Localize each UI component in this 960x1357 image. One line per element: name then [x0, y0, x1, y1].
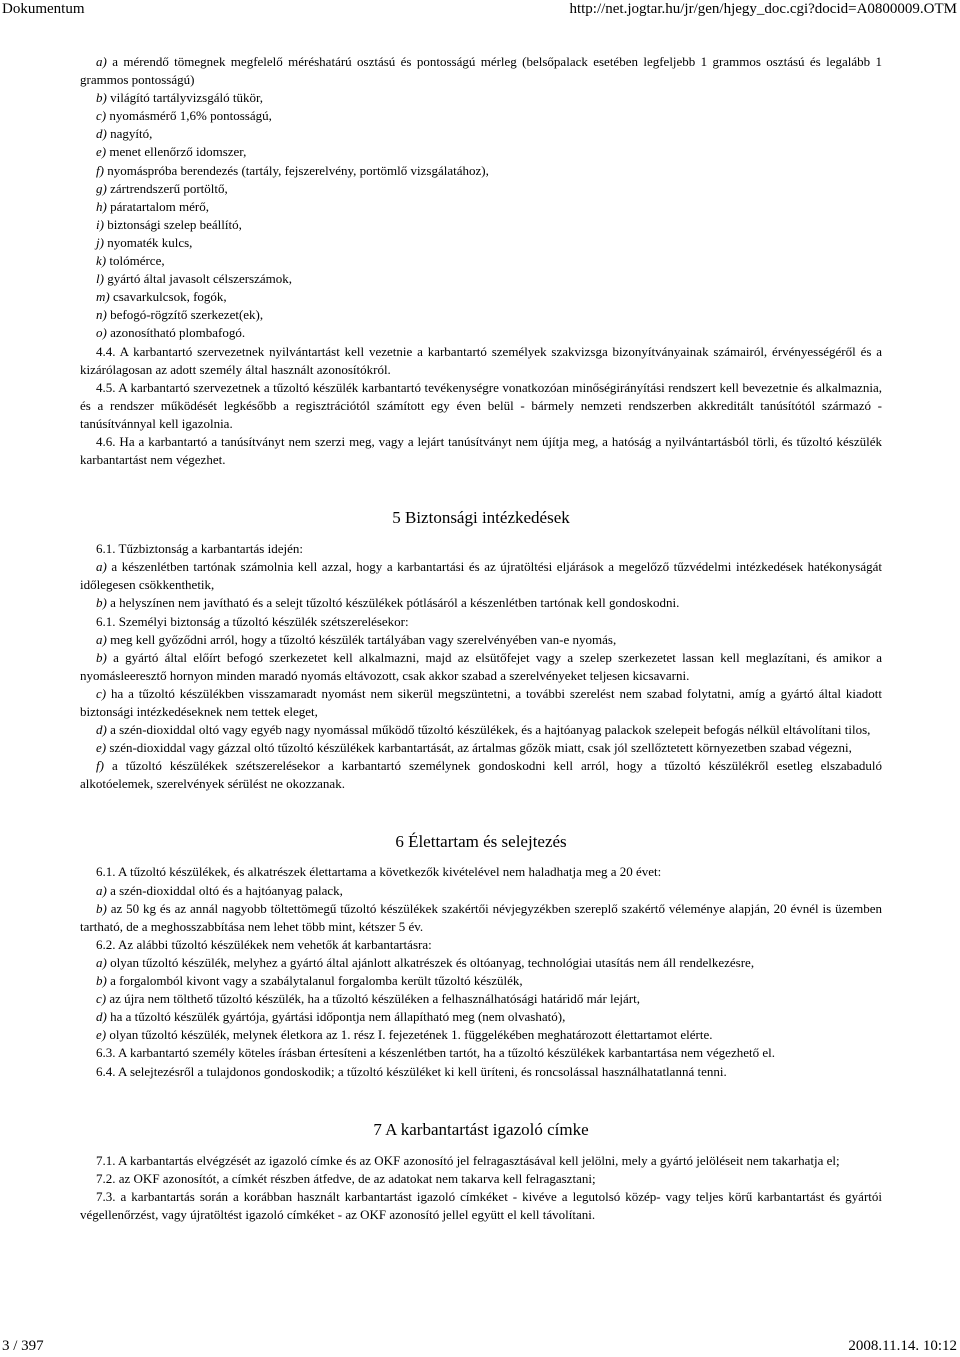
list-item-text: olyan tűzoltó készülék, melynek életkora az 1. rész I. fejezetének 1. függelékében meghatározott élettartamot elérte. [106, 1027, 713, 1043]
list-item-label: e) [96, 740, 107, 756]
page-number: 3 / 397 [2, 1338, 44, 1354]
list-item-label: a) [96, 882, 107, 898]
paragraph-4-4: 4.4. A karbantartó szervezetnek nyilvántartást kell vezetnie a karbantartó személyek szakvizsga bizonyítványainak számairól, érvényességéről és a kizárólagosan az adott személy által használt azonosítókról. [80, 343, 882, 377]
list-item [80, 558, 882, 594]
list-item [80, 125, 882, 143]
list-item-text: a helyszínen nem javítható és a selejt tűzoltó készülékek pótlásáról a készenlétben tartónak kell gondoskodni. [106, 595, 680, 611]
paragraph-6-3: 6.3. A karbantartó személy köteles írásban értesíteni a készenlétben tartót, ha a tűzoltó készülékek karbantartása nem végezhető el. [96, 1045, 775, 1061]
list-item [80, 990, 882, 1008]
list-item-label: e) [96, 1027, 107, 1043]
list-item [80, 143, 882, 161]
list-item-label: a) [96, 54, 107, 69]
list-item-text: azonosítható plombafogó. [106, 325, 246, 341]
list-item [80, 972, 882, 990]
list-item-text: az 50 kg és az annál nagyobb töltettömegű tűzoltó készülékek szakértői névjegyzékben szereplő szakértő véleménye alapján, 20 évnél is üzemben tartható, de a meghosszabbítása nem lehet több mint, kétszer 5 év. [80, 900, 882, 934]
equipment-list [80, 53, 882, 343]
list-item-text: a forgalomból kivont vagy a szabálytalanul forgalomba került tűzoltó készülék, [106, 973, 523, 989]
list-item-label: h) [96, 198, 107, 214]
list-item-text: a tűzoltó készülékek szétszerelésekor a karbantartó személynek gondoskodni kell arról, hogy a tűzoltó készülékről esetleg elszabaduló alkotóelemek, szerelvények sérülést ne okozzanak. [80, 758, 882, 792]
list-item [80, 739, 882, 757]
list-item [80, 649, 882, 685]
list-item [80, 89, 882, 107]
list-item [80, 180, 882, 198]
list-item-label: k) [96, 253, 107, 269]
list-item [80, 306, 882, 324]
list-item-label: d) [96, 722, 107, 738]
paragraph-7-2: 7.2. az OKF azonosítót, a címkét részben átfedve, de az adatokat nem takarva kell felragasztani; [96, 1170, 596, 1186]
list-item [80, 1008, 882, 1026]
list-item-label: a) [96, 631, 107, 647]
list-item [80, 198, 882, 216]
list-item-label: a) [96, 559, 107, 575]
list-item-label: i) [96, 216, 104, 232]
paragraph-4-6: 4.6. Ha a karbantartó a tanúsítványt nem szerzi meg, vagy a lejárt tanúsítványt nem újítja meg, a hatóság a nyilvántartásból törli, és tűzoltó készülék karbantartást nem végezhet. [80, 433, 882, 468]
paragraph-4-5: 4.5. A karbantartó szervezetnek a tűzoltó készülék karbantartó tevékenységre vonatkozóan minőségirányítási rendszert kell bevezetnie és alkalmaznia, és a rendszer működését legkésőbb a regisztrációtól számított egy éven belül - bármely nemzeti rendszerben akkreditált tanúsítótól származó - tanúsítvánnyal kell igazolnia. [80, 379, 882, 431]
list-item-text: szén-dioxiddal vagy gázzal oltó tűzoltó készülékek karbantartását, az ártalmas gőzök miatt, csak jól szellőztetett környezetben szabad végezni, [106, 740, 852, 756]
list-item-text: olyan tűzoltó készülék, melyhez a gyártó által ajánlott alkatrészek és oltóanyag, technológiai utasítás nem áll rendelkezésre, [106, 954, 755, 970]
list-item-label: b) [96, 649, 107, 665]
list-item [80, 234, 882, 252]
list-item-text: ha a tűzoltó készülékben visszamaradt nyomást nem sikerül megszüntetni, a további szerelést nem szabad folytatni, amíg a gyártó által kiadott biztonsági intézkedéseknek nem tettek eleget, [80, 685, 882, 719]
list-item [80, 324, 882, 342]
list-item-text: ha a tűzoltó készülék gyártója, gyártási időpontja nem állapítható meg (nem olvasható), [106, 1009, 566, 1025]
list-item-text: menet ellenőrző idomszer, [106, 144, 247, 160]
list-item-label: d) [96, 1009, 107, 1025]
list-item-text: a készenlétben tartónak számolnia kell azzal, hogy a karbantartási és az újratöltési eljárások a megelőző tűzvédelmi intézkedések hatékonyságát időlegesen csökkenthetik, [80, 559, 882, 593]
section-5-1-title: 6.1. Tűzbiztonság a karbantartás idején: [96, 541, 303, 557]
list-item-label: c) [96, 108, 107, 124]
section-5-heading: 5 Biztonsági intézkedések [392, 508, 570, 528]
header-url[interactable]: http://net.jogtar.hu/jr/gen/hjegy_doc.cgi?docid=A0800009.OTM [569, 1, 957, 17]
list-item [80, 721, 882, 739]
section-6-1-title: 6.1. A tűzoltó készülékek, és alkatrészek élettartama a következők kivételével nem haladhatja meg a 20 évet: [96, 864, 662, 880]
list-item-label: b) [96, 973, 107, 989]
list-item-label: a) [96, 954, 107, 970]
fire-safety-list [80, 558, 882, 612]
list-item [80, 162, 882, 180]
list-item-text: a szén-dioxiddal oltó vagy egyéb nagy nyomással működő tűzoltó készülékek, és a hajtóanyag palackok szelepeit befogás nélkül eltávolítani tilos, [106, 722, 871, 738]
list-item-text: nagyító, [106, 126, 153, 142]
list-item-text: tolómérce, [106, 253, 165, 269]
list-item-label: b) [96, 90, 107, 106]
list-item [80, 631, 882, 649]
section-6-2-title: 6.2. Az alábbi tűzoltó készülékek nem vehetők át karbantartásra: [96, 936, 432, 952]
list-item-label: f) [96, 758, 104, 774]
list-item [80, 288, 882, 306]
lifetime-exceptions-list [80, 882, 882, 936]
paragraph-7-1: 7.1. A karbantartás elvégzését az igazoló címke és az OKF azonosító jel felragasztásával kell jelölni, mely a gyártó jelöléseit nem takarhatja el; [96, 1152, 840, 1168]
list-item [80, 757, 882, 793]
list-item [80, 882, 882, 900]
list-item [80, 594, 882, 612]
list-item-text: világító tartályvizsgáló tükör, [106, 90, 264, 106]
list-item-label: j) [96, 234, 104, 250]
list-item-text: gyártó által javasolt célszerszámok, [103, 271, 293, 287]
list-item [80, 216, 882, 234]
list-item-text: biztonsági szelep beállító, [103, 216, 242, 232]
paragraph-6-4: 6.4. A selejtezésről a tulajdonos gondoskodik; a tűzoltó készüléket ki kell üríteni, és roncsolással használhatatlanná tenni. [96, 1063, 727, 1079]
list-item-text: zártrendszerű portöltő, [106, 180, 228, 196]
personal-safety-list [80, 631, 882, 794]
list-item [80, 252, 882, 270]
list-item-label: c) [96, 685, 107, 701]
section-5-1b-title: 6.1. Személyi biztonság a tűzoltó készülék szétszerelésekor: [96, 613, 409, 629]
paragraph-7-3: 7.3. a karbantartás során a korábban használt karbantartást igazoló címkéket - kivéve a legutolsó közép- vagy teljes körű karbantartást és gyártói végellenőrzést, vagy újratöltést igazoló címkéket - az OKF azonosító jellel együtt el kell távolítani. [80, 1188, 882, 1222]
list-item-label: l) [96, 271, 104, 287]
list-item [80, 107, 882, 125]
list-item-label: c) [96, 991, 107, 1007]
list-item-label: d) [96, 126, 107, 142]
list-item [80, 685, 882, 721]
list-item [80, 1026, 882, 1044]
list-item-label: f) [96, 162, 104, 178]
list-item [80, 900, 882, 936]
list-item-text: nyomáspróba berendezés (tartály, fejszerelvény, portömlő vizsgálatához), [103, 162, 489, 178]
header-title: Dokumentum [2, 1, 85, 17]
list-item-text: a szén-dioxiddal oltó és a hajtóanyag palack, [106, 882, 343, 898]
rejection-list [80, 954, 882, 1044]
document-body [80, 53, 882, 1224]
list-item-text: páratartalom mérő, [106, 198, 209, 214]
list-item-text: az újra nem tölthető tűzoltó készülék, ha a tűzoltó készüléken a felhasználhatósági határidő már lejárt, [106, 991, 640, 1007]
list-item-label: b) [96, 900, 107, 916]
list-item-label: b) [96, 595, 107, 611]
list-item-label: n) [96, 307, 107, 323]
list-item-text: csavarkulcsok, fogók, [109, 289, 227, 305]
list-item-text: a mérendő tömegnek megfelelő méréshatárú osztású és pontosságú mérleg (belsőpalack esetében legfeljebb 1 grammos osztású és legalább 1 grammos pontosságú) [80, 54, 882, 88]
list-item-label: o) [96, 325, 107, 341]
list-item-text: nyomásmérő 1,6% pontosságú, [106, 108, 272, 124]
section-6-heading: 6 Élettartam és selejtezés [395, 832, 567, 852]
list-item-text: nyomaték kulcs, [103, 234, 193, 250]
list-item [80, 954, 882, 972]
list-item [80, 53, 882, 89]
list-item-text: meg kell győződni arról, hogy a tűzoltó készülék tartályában vagy szerelvényében van-e nyomás, [106, 631, 617, 647]
list-item [80, 270, 882, 288]
section-7-heading: 7 A karbantartást igazoló címke [373, 1119, 589, 1139]
list-item-text: befogó-rögzítő szerkezet(ek), [106, 307, 264, 323]
print-timestamp: 2008.11.14. 10:12 [848, 1338, 957, 1354]
list-item-label: g) [96, 180, 107, 196]
list-item-text: a gyártó által előírt befogó szerkezetet kell alkalmazni, majd az elsütőfejet vagy a szelep szerkezetet lassan kell meglazítani, és amikor a nyomásleeresztő hornyon minden maradó nyomás eltávozott, csak akkor szabad a szerelvényeket teljesen kicsavarni. [80, 649, 882, 683]
list-item-label: e) [96, 144, 107, 160]
list-item-label: m) [96, 289, 110, 305]
